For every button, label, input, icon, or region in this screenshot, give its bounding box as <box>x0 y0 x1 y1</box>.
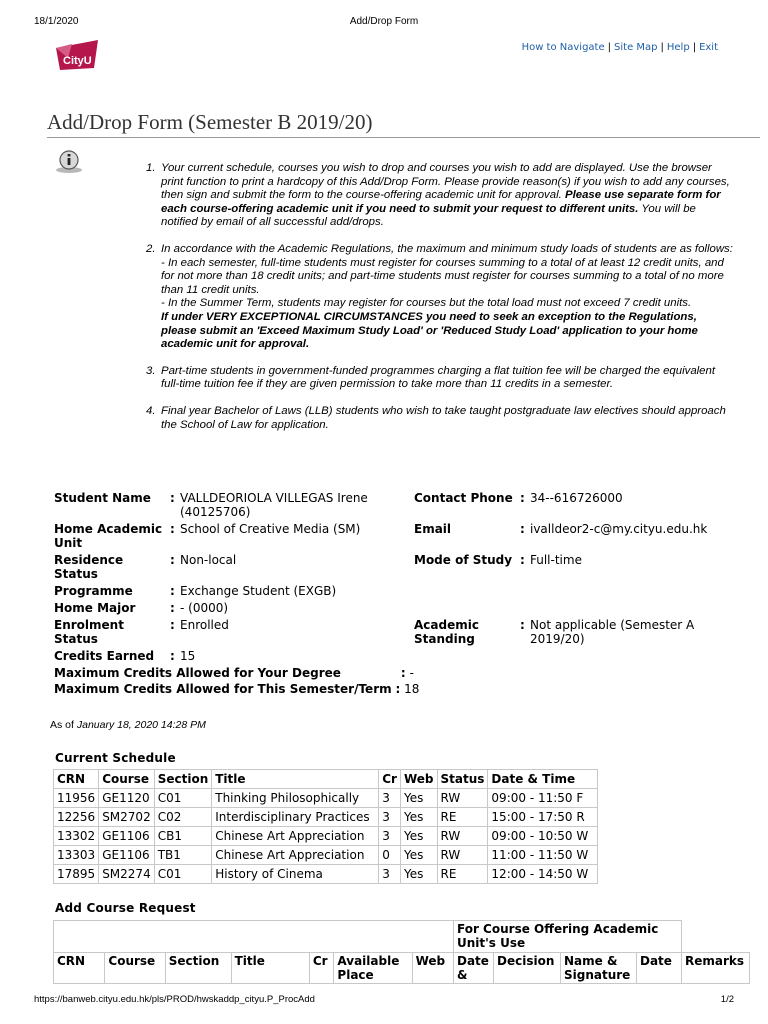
current-schedule-table <box>53 769 598 884</box>
residence-label: Residence Status <box>54 553 124 581</box>
add-header-row: CRN Course Section Title Cr Available Place Web Date & Decision Name & Signature Date Remarks <box>54 953 750 984</box>
print-footer <box>34 994 734 1008</box>
home-major-value: - (0000) <box>180 601 229 615</box>
max-credits-semester: Maximum Credits Allowed for This Semester/Term : 18 <box>54 682 420 696</box>
student-info: Student Name : VALLDEORIOLA VILLEGAS Irene (40125706) Contact Phone : 34--616726000 Home Academic Unit : School of Creative Media (SM) Email : ivalldeor2-c@my.cityu.edu.hk Residence Status : Non-local Mode of Study : Full-time Programme : Exchange Student (EXGB) Home Major : - (0000) Enrolment Status : Enrolled Academic Standing : Not applicable (Semester A 2019/20) Credits Earned : 15 Maximum Credits Allowed for Your Degree : - Maximum Credits Allowed for This Semester/Term : 18 <box>54 491 720 696</box>
page-title: Add/Drop Form (Semester B 2019/20) <box>47 110 373 134</box>
table-row: 11956 GE1120 C01 Thinking Philosophically 3 Yes RW 09:00 - 11:50 F <box>54 789 598 808</box>
mode-of-study-value: Full-time <box>530 553 582 567</box>
instructions <box>143 162 733 432</box>
note-3: 3. Part-time students in government-funded programmes charging a flat tuition fee will be charged the equivalent full-time tuition fee if they are given permission to take more than 11 credits in a semester. <box>146 364 716 391</box>
credits-earned-value: 15 <box>180 649 196 663</box>
note-4: 4. Final year Bachelor of Laws (LLB) students who wish to take taught postgraduate law electives should approach the School of Law for application. <box>146 404 726 431</box>
enrolment-status-value: Enrolled <box>180 618 229 632</box>
how-to-navigate-link[interactable]: How to Navigate <box>521 42 605 53</box>
add-group-header-row <box>54 921 750 953</box>
table-row: 13302 GE1106 CB1 Chinese Art Appreciation 3 Yes RW 09:00 - 10:50 W <box>54 827 598 846</box>
academic-standing-label: Academic Standing <box>414 618 479 646</box>
print-title: Add/Drop Form <box>349 16 419 27</box>
home-major-label: Home Major <box>54 601 136 615</box>
exit-link[interactable]: Exit <box>699 42 718 53</box>
print-date: 18/1/2020 <box>34 16 79 27</box>
info-icon <box>54 150 84 174</box>
add-course-request-title: Add Course Request <box>55 901 196 915</box>
cityu-logo-mark <box>54 38 100 72</box>
current-schedule-title: Current Schedule <box>55 751 176 765</box>
programme-value: Exchange Student (EXGB) <box>180 584 337 598</box>
student-name-value: VALLDEORIOLA VILLEGAS Irene (40125706) <box>180 491 368 519</box>
add-course-request-table <box>53 920 750 984</box>
schedule-header-row: CRN Course Section Title Cr Web Status Date & Time <box>54 770 598 789</box>
table-row: 12256 SM2702 C02 Interdisciplinary Practices 3 Yes RE 15:00 - 17:50 R <box>54 808 598 827</box>
title-divider <box>47 137 760 138</box>
print-header <box>34 16 734 30</box>
top-navigation: How to Navigate | Site Map | Help | Exit <box>521 42 718 53</box>
help-link[interactable]: Help <box>666 42 690 53</box>
site-map-link[interactable]: Site Map <box>614 42 658 53</box>
programme-label: Programme <box>54 584 133 598</box>
page-number: 1/2 <box>720 994 734 1005</box>
student-name-label: Student Name <box>54 491 151 505</box>
home-unit-value: School of Creative Media (SM) <box>180 522 361 536</box>
contact-phone-value: 34--616726000 <box>530 491 623 505</box>
table-row: 13303 GE1106 TB1 Chinese Art Appreciation 0 Yes RW 11:00 - 11:50 W <box>54 846 598 865</box>
email-label: Email <box>414 522 452 536</box>
home-unit-label: Home Academic Unit <box>54 522 163 550</box>
contact-phone-label: Contact Phone <box>414 491 513 505</box>
page-url: https://banweb.cityu.edu.hk/pls/PROD/hwskaddp_cityu.P_ProcAdd <box>34 994 315 1005</box>
email-value: ivalldeor2-c@my.cityu.edu.hk <box>530 522 708 536</box>
note-2: 2. In accordance with the Academic Regulations, the maximum and minimum study loads of students are as follows: - In each semester, full-time students must register for courses summing to a total of at least 12 credit units, and for not more than 18 credit units; and part-time students must register for courses summing to a total of no more than 11 credit units. - In the Summer Term, students may register for courses but the total load must not exceed 7 credit units. If under VERY EXCEPTIONAL CIRCUMSTANCES you need to seek an exception to the Regulations, please submit an 'Exceed Maximum Study Load' or 'Reduced Study Load' application to your home academic unit for approval. <box>146 242 733 351</box>
academic-standing-value: Not applicable (Semester A 2019/20) <box>530 618 695 646</box>
mode-of-study-label: Mode of Study <box>414 553 513 567</box>
note-1: 1. Your current schedule, courses you wish to drop and courses you wish to add are displayed. Use the browser print function to print a hardcopy of this Add/Drop Form. Please provide reason(s) if you wish to add any courses, then sign and submit the form to the course-offering academic unit for approval. Please use separate form for each course-offering academic unit if you need to submit your request to different units. You will be notified by email of all successful add/drops. <box>146 162 730 229</box>
unit-use-header: For Course Offering Academic Unit's Use <box>454 921 682 953</box>
cityu-logo-text: CityU <box>63 55 92 67</box>
as-of-timestamp: As of January 18, 2020 14:28 PM <box>50 719 206 731</box>
max-credits-degree: Maximum Credits Allowed for Your Degree : - <box>54 666 414 680</box>
residence-value: Non-local <box>180 553 237 567</box>
credits-earned-label: Credits Earned <box>54 649 155 663</box>
enrolment-status-label: Enrolment Status <box>54 618 124 646</box>
cityu-logo[interactable] <box>54 38 100 72</box>
table-row: 17895 SM2274 C01 History of Cinema 3 Yes RE 12:00 - 14:50 W <box>54 865 598 884</box>
